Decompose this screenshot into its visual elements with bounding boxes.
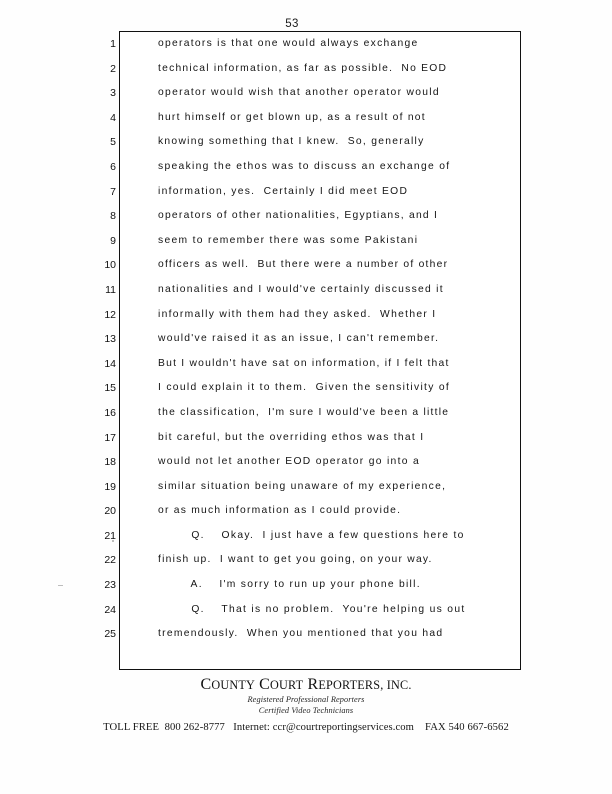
line-text: knowing something that I knew. So, generally xyxy=(158,136,425,148)
line-number: 20 xyxy=(104,505,116,518)
internet-label: Internet: xyxy=(233,722,270,733)
transcript-line xyxy=(104,352,520,377)
line-number: 24 xyxy=(104,603,116,616)
transcript-line xyxy=(104,426,520,451)
transcript-line xyxy=(104,622,520,647)
line-text: I could explain it to them. Given the sensitivity of xyxy=(158,382,451,394)
line-text: Q. That is no problem. You're helping us out xyxy=(158,603,466,615)
firm-name-w2: OURT xyxy=(270,678,304,692)
reporting-firm-name xyxy=(0,676,612,694)
firm-name-w1: OUNTY xyxy=(211,678,255,692)
line-text: nationalities and I would've certainly discussed it xyxy=(158,283,444,295)
transcript-line xyxy=(104,573,520,598)
line-text: or as much information as I could provide. xyxy=(158,505,402,517)
line-text: speaking the ethos was to discuss an exchange of xyxy=(158,160,451,172)
scan-speck xyxy=(58,585,63,586)
line-number: 1 xyxy=(110,38,116,50)
line-number: 10 xyxy=(104,259,116,272)
transcript-line xyxy=(104,253,520,278)
line-number: 4 xyxy=(110,111,116,124)
line-number: 21 xyxy=(104,529,116,542)
line-number: 7 xyxy=(110,185,116,198)
line-number: 23 xyxy=(104,579,116,592)
firm-name-sep: , xyxy=(380,678,387,692)
firm-name-c3: R xyxy=(307,676,319,693)
transcript-line xyxy=(110,204,520,229)
line-text: tremendously. When you mentioned that you had xyxy=(158,628,444,640)
page-footer xyxy=(0,676,612,733)
line-text: operators of other nationalities, Egyptians, and I xyxy=(158,210,439,222)
fax-number[interactable]: 540 667-6562 xyxy=(448,722,509,733)
line-number: 13 xyxy=(104,333,116,346)
line-number: 19 xyxy=(104,480,116,493)
transcript-line xyxy=(110,32,520,57)
line-text: Q. Okay. I just have a few questions here to xyxy=(158,529,465,541)
firm-subtitle-certified: Certified Video Technicians xyxy=(258,705,354,715)
transcript-line xyxy=(110,106,520,131)
line-number: 8 xyxy=(110,210,116,223)
firm-name-w4: NC xyxy=(390,678,409,692)
transcript-line xyxy=(104,450,520,475)
transcript-line xyxy=(110,229,520,254)
line-text: informally with them had they asked. Whether I xyxy=(158,308,437,320)
line-number: 14 xyxy=(104,357,116,370)
line-text: would not let another EOD operator go into a xyxy=(158,456,420,468)
line-text: operators is that one would always exchange xyxy=(158,38,419,49)
transcript-line xyxy=(105,278,520,303)
toll-free-number[interactable]: 800 262-8777 xyxy=(164,722,225,733)
line-text: information, yes. Certainly I did meet EOD xyxy=(158,185,409,197)
line-number: 22 xyxy=(104,554,116,567)
transcript-line xyxy=(110,155,520,180)
line-text: seem to remember there was some Pakistani xyxy=(158,234,419,246)
line-number: 15 xyxy=(104,382,116,395)
line-number: 3 xyxy=(110,87,116,100)
transcript-line xyxy=(104,475,520,500)
line-number: 18 xyxy=(104,456,116,469)
line-text: hurt himself or get blown up, as a result of not xyxy=(158,111,426,123)
firm-name-c1: C xyxy=(200,676,212,693)
transcript-line xyxy=(104,499,520,524)
transcript-line-list xyxy=(104,32,520,669)
transcript-line xyxy=(104,548,520,573)
transcript-line xyxy=(104,524,520,549)
footer-contact-line xyxy=(0,722,612,733)
line-text: officers as well. But there were a number of other xyxy=(158,259,449,271)
page-number: 53 xyxy=(285,18,299,30)
firm-name-w3: EPORTERS xyxy=(318,678,381,692)
line-text: similar situation being unaware of my experience, xyxy=(158,480,447,492)
transcript-line xyxy=(104,598,520,623)
transcript-line xyxy=(104,303,520,328)
transcript-line xyxy=(104,401,520,426)
line-text: the classification, I'm sure I would've been a little xyxy=(158,406,450,418)
firm-subtitle-registered: Registered Professional Reporters xyxy=(247,695,365,704)
line-number: 5 xyxy=(110,136,116,149)
line-text: would've raised it as an issue, I can't remember. xyxy=(158,333,440,345)
line-number: 25 xyxy=(104,628,116,641)
line-text: operator would wish that another operator would xyxy=(158,87,440,99)
transcript-line xyxy=(104,327,520,352)
firm-name-c4: I xyxy=(386,678,391,692)
firm-name-period: . xyxy=(408,678,412,692)
line-text: A. I'm sorry to run up your phone bill. xyxy=(158,579,421,591)
transcript-line xyxy=(110,57,520,82)
line-number: 12 xyxy=(104,308,116,321)
toll-free-label: TOLL FREE xyxy=(103,722,160,733)
line-text: technical information, as far as possible. No EOD xyxy=(158,62,448,74)
line-text: bit careful, but the overriding ethos was that I xyxy=(158,431,425,443)
transcript-line xyxy=(104,376,520,401)
line-number: 6 xyxy=(110,160,116,173)
line-number: 17 xyxy=(104,431,116,444)
line-number: 11 xyxy=(105,283,116,296)
line-number: 2 xyxy=(110,62,116,75)
transcript-line xyxy=(110,130,520,155)
email-address[interactable]: ccr@courtreportingservices.com xyxy=(272,722,415,733)
line-text: finish up. I want to get you going, on your way. xyxy=(158,554,433,566)
transcript-line xyxy=(110,180,520,205)
firm-name-c2: C xyxy=(259,676,271,693)
line-number: 16 xyxy=(104,406,116,419)
fax-label: FAX xyxy=(425,722,446,733)
transcript-text-frame xyxy=(104,31,521,670)
transcript-line xyxy=(110,81,520,106)
line-text: But I wouldn't have sat on information, if I felt that xyxy=(158,357,450,369)
line-number: 9 xyxy=(110,234,116,247)
